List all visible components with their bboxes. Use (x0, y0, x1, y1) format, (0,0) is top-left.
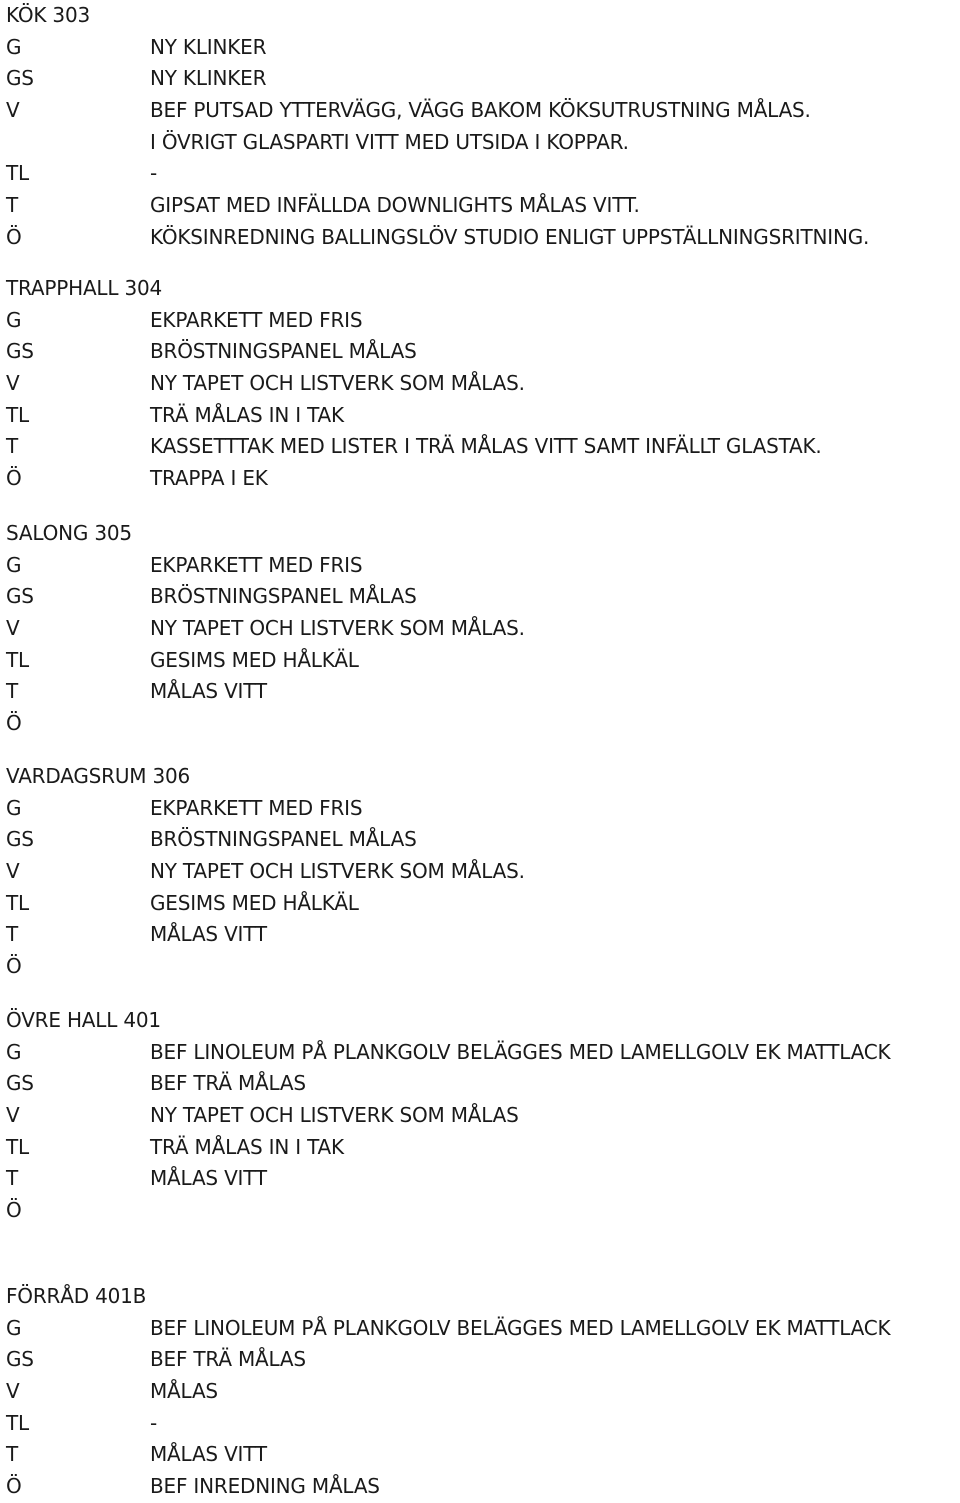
surface-code: G (6, 1039, 22, 1064)
spec-row (0, 1408, 960, 1440)
spec-row (0, 645, 960, 677)
surface-code: G (6, 795, 22, 820)
spec-row (0, 1344, 960, 1376)
surface-code: T (6, 679, 19, 704)
spec-row (0, 222, 960, 254)
surface-code: Ö (6, 711, 22, 736)
surface-code: V (6, 1379, 20, 1404)
surface-code: G (6, 552, 22, 577)
surface-code: TL (6, 647, 29, 672)
surface-code: Ö (6, 1474, 22, 1499)
spec-row (0, 32, 960, 64)
spec-row (0, 1132, 960, 1164)
surface-code: TL (6, 1134, 29, 1159)
spec-row (0, 676, 960, 708)
surface-description: GESIMS MED HÅLKÄL (150, 890, 359, 915)
surface-description: KASSETTTAK MED LISTER I TRÄ MÅLAS VITT SAMT INFÄLLT GLASTAK. (150, 434, 822, 459)
surface-code: Ö (6, 466, 22, 491)
surface-description: I ÖVRIGT GLASPARTI VITT MED UTSIDA I KOPPAR. (150, 129, 629, 154)
spec-row (0, 951, 960, 983)
surface-description: BRÖSTNINGSPANEL MÅLAS (150, 827, 417, 852)
spec-row (0, 1376, 960, 1408)
room-section-kok-303 (0, 0, 960, 254)
spec-row (0, 824, 960, 856)
spec-row (0, 1471, 960, 1503)
surface-description: NY TAPET OCH LISTVERK SOM MÅLAS (150, 1103, 519, 1128)
spec-row (0, 63, 960, 95)
surface-code: GS (6, 66, 34, 91)
surface-description: TRÄ MÅLAS IN I TAK (150, 1134, 344, 1159)
surface-description: GIPSAT MED INFÄLLDA DOWNLIGHTS MÅLAS VITT. (150, 193, 640, 218)
surface-description: NY TAPET OCH LISTVERK SOM MÅLAS. (150, 371, 525, 396)
surface-code: G (6, 1315, 22, 1340)
surface-code: V (6, 371, 20, 396)
spec-row (0, 856, 960, 888)
surface-description: BEF TRÄ MÅLAS (150, 1347, 306, 1372)
spec-row (0, 431, 960, 463)
room-title: ÖVRE HALL 401 (6, 1008, 161, 1032)
surface-code: Ö (6, 1198, 22, 1223)
spec-row (0, 158, 960, 190)
surface-description: MÅLAS VITT (150, 922, 267, 947)
surface-code: V (6, 98, 20, 123)
spec-row (0, 793, 960, 825)
surface-description: - (150, 161, 158, 186)
surface-description: TRAPPA I EK (150, 466, 268, 491)
spec-row (0, 190, 960, 222)
spec-row (0, 336, 960, 368)
surface-code: T (6, 922, 19, 947)
surface-code: GS (6, 827, 34, 852)
surface-description: KÖKSINREDNING BALLINGSLÖV STUDIO ENLIGT UPPSTÄLLNINGSRITNING. (150, 224, 870, 249)
surface-description: EKPARKETT MED FRIS (150, 552, 363, 577)
surface-code: TL (6, 890, 29, 915)
spec-row (0, 1195, 960, 1227)
spec-row (0, 1313, 960, 1345)
surface-description: GESIMS MED HÅLKÄL (150, 647, 359, 672)
surface-description: - (150, 1410, 158, 1435)
room-section-ovre-hall-401 (0, 1005, 960, 1227)
surface-code: Ö (6, 224, 22, 249)
spec-row (0, 1037, 960, 1069)
surface-description: BRÖSTNINGSPANEL MÅLAS (150, 584, 417, 609)
surface-code: Ö (6, 954, 22, 979)
spec-row (0, 581, 960, 613)
surface-description: MÅLAS VITT (150, 1442, 267, 1467)
surface-code: G (6, 34, 22, 59)
surface-description: MÅLAS (150, 1379, 218, 1404)
surface-description: NY KLINKER (150, 34, 267, 59)
room-title: VARDAGSRUM 306 (6, 764, 191, 788)
surface-code: GS (6, 1071, 34, 1096)
surface-description: TRÄ MÅLAS IN I TAK (150, 402, 344, 427)
spec-row (0, 1439, 960, 1471)
surface-code: T (6, 193, 19, 218)
surface-code: T (6, 434, 19, 459)
surface-description: BRÖSTNINGSPANEL MÅLAS (150, 339, 417, 364)
surface-code: GS (6, 1347, 34, 1372)
surface-code: TL (6, 161, 29, 186)
spec-row (0, 613, 960, 645)
surface-description: BEF PUTSAD YTTERVÄGG, VÄGG BAKOM KÖKSUTRUSTNING MÅLAS. (150, 98, 811, 123)
spec-row (0, 708, 960, 740)
surface-description: EKPARKETT MED FRIS (150, 307, 363, 332)
surface-code: G (6, 307, 22, 332)
surface-code: T (6, 1166, 19, 1191)
spec-row (0, 1100, 960, 1132)
surface-code: T (6, 1442, 19, 1467)
spec-row (0, 1068, 960, 1100)
surface-code: GS (6, 584, 34, 609)
room-section-vardagsrum-306 (0, 761, 960, 983)
surface-description: MÅLAS VITT (150, 1166, 267, 1191)
spec-row (0, 368, 960, 400)
surface-description: BEF LINOLEUM PÅ PLANKGOLV BELÄGGES MED LAMELLGOLV EK MATTLACK (150, 1039, 891, 1064)
room-title: FÖRRÅD 401B (6, 1284, 147, 1308)
surface-description: BEF LINOLEUM PÅ PLANKGOLV BELÄGGES MED LAMELLGOLV EK MATTLACK (150, 1315, 891, 1340)
spec-row (0, 463, 960, 495)
spec-row (0, 550, 960, 582)
room-section-forrad-401b (0, 1281, 960, 1503)
surface-code: V (6, 1103, 20, 1128)
room-title: KÖK 303 (6, 3, 91, 27)
surface-code: TL (6, 402, 29, 427)
spec-row (0, 888, 960, 920)
spec-row (0, 400, 960, 432)
surface-description: NY TAPET OCH LISTVERK SOM MÅLAS. (150, 616, 525, 641)
surface-code: V (6, 616, 20, 641)
spec-row (0, 305, 960, 337)
surface-description: BEF INREDNING MÅLAS (150, 1474, 380, 1499)
spec-row (0, 127, 960, 159)
surface-description: NY TAPET OCH LISTVERK SOM MÅLAS. (150, 859, 525, 884)
room-section-trapphall-304 (0, 273, 960, 495)
surface-description: MÅLAS VITT (150, 679, 267, 704)
room-title: TRAPPHALL 304 (6, 276, 163, 300)
room-section-salong-305 (0, 518, 960, 740)
spec-row (0, 919, 960, 951)
surface-description: EKPARKETT MED FRIS (150, 795, 363, 820)
spec-row (0, 95, 960, 127)
spec-row (0, 1163, 960, 1195)
room-title: SALONG 305 (6, 521, 132, 545)
surface-code: V (6, 859, 20, 884)
surface-code: GS (6, 339, 34, 364)
surface-code: TL (6, 1410, 29, 1435)
surface-description: NY KLINKER (150, 66, 267, 91)
surface-description: BEF TRÄ MÅLAS (150, 1071, 306, 1096)
